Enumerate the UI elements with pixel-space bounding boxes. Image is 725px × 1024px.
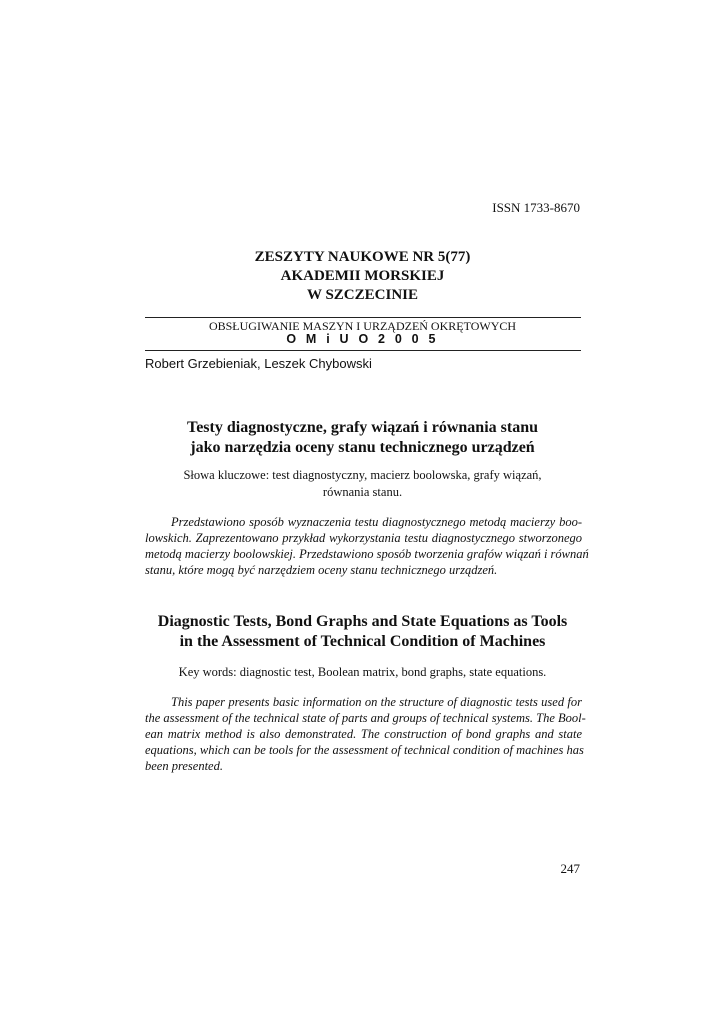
english-abstract-line: This paper presents basic information on the structure of diagnostic tests used for [171, 695, 582, 709]
polish-abstract-line: stanu, które mogą być narzędziem oceny stanu technicznego urządzeń. [145, 563, 498, 577]
english-keywords: Key words: diagnostic test, Boolean matrix, bond graphs, state equations. [178, 665, 547, 679]
english-title [0, 612, 725, 652]
polish-abstract-line: lowskich. Zaprezentowano przykład wykorzystania testu diagnostycznego stworzonego [145, 531, 582, 545]
polish-abstract [145, 514, 589, 578]
authors: Robert Grzebieniak, Leszek Chybowski [145, 356, 372, 371]
series-top-rule [145, 317, 581, 318]
polish-title-line-2: jako narzędzia oceny stanu technicznego urządzeń [190, 439, 535, 456]
english-title-line-2: in the Assessment of Technical Condition of Machines [179, 633, 546, 650]
journal-heading [0, 248, 725, 305]
polish-keywords-line-1: Słowa kluczowe: test diagnostyczny, macierz boolowska, grafy wiązań, [183, 468, 542, 482]
polish-keywords [0, 467, 725, 501]
english-abstract [145, 694, 586, 774]
polish-abstract-line: metodą macierzy boolowskiej. Przedstawiono sposób tworzenia grafów wiązań i równań [145, 547, 589, 561]
polish-abstract-line: Przedstawiono sposób wyznaczenia testu diagnostycznego metodą macierzy boo- [171, 515, 582, 529]
series-bottom-rule [145, 350, 581, 351]
english-title-line-1: Diagnostic Tests, Bond Graphs and State Equations as Tools [157, 613, 568, 630]
polish-title [0, 418, 725, 458]
series-name: OBSŁUGIWANIE MASZYN I URZĄDZEŃ OKRĘTOWYCH [208, 319, 517, 333]
english-abstract-line: the assessment of the technical state of parts and groups of technical systems. The Bool- [145, 711, 586, 725]
journal-line-2: AKADEMII MORSKIEJ [280, 268, 445, 284]
journal-line-3: W SZCZECINIE [306, 287, 418, 303]
issn-number: ISSN 1733-8670 [492, 200, 580, 215]
english-abstract-line: ean matrix method is also demonstrated. The construction of bond graphs and state [145, 727, 582, 741]
english-abstract-line: equations, which can be tools for the assessment of technical condition of machines has [145, 743, 584, 757]
english-abstract-line: been presented. [145, 759, 223, 773]
polish-title-line-1: Testy diagnostyczne, grafy wiązań i równania stanu [187, 419, 538, 436]
series-code: O M i U O 2 0 0 5 [286, 332, 439, 346]
journal-line-1: ZESZYTY NAUKOWE NR 5(77) [254, 249, 471, 265]
page-number: 247 [560, 861, 580, 876]
polish-keywords-line-2: równania stanu. [322, 485, 403, 499]
